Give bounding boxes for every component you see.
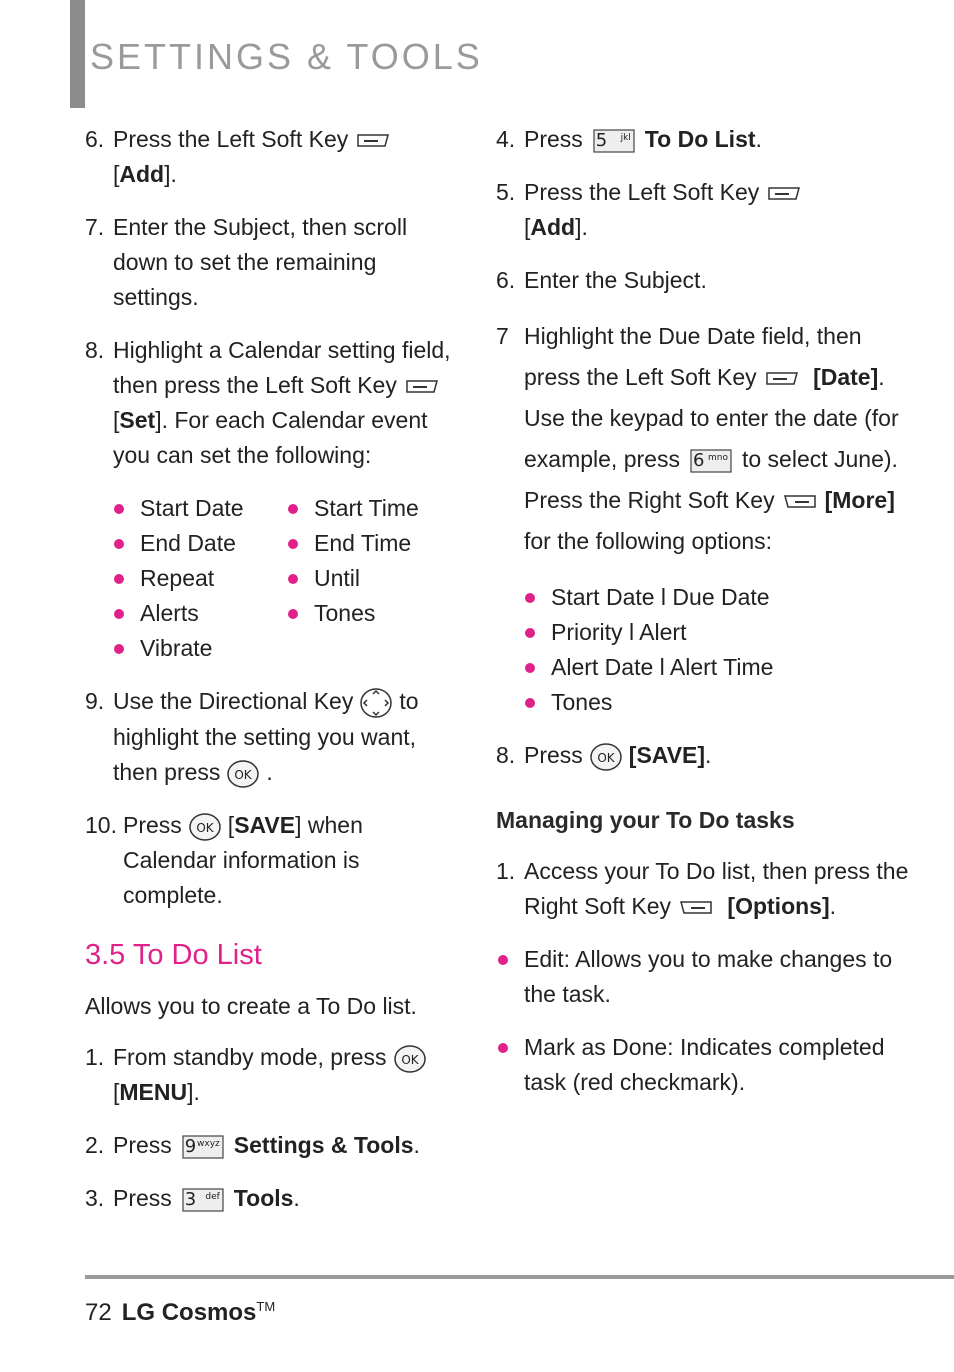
list-item: Priority l Alert <box>523 615 916 650</box>
step-4-right: 4. Press 5 jkl To Do List. <box>496 126 762 152</box>
list-item: Start Date <box>112 491 286 526</box>
ok-key-icon <box>393 1044 427 1074</box>
svg-text:OK: OK <box>196 820 214 835</box>
list-item: Tones <box>523 685 916 720</box>
footer <box>85 1290 275 1330</box>
svg-text:OK: OK <box>234 767 253 782</box>
left-soft-key-icon <box>405 378 439 395</box>
header-bar <box>70 0 85 108</box>
list-item: Until <box>286 561 460 596</box>
todo-options-list <box>523 580 916 720</box>
todo-step-1: 1. From standby mode, press OK [MENU]. <box>85 1040 460 1110</box>
subsection-heading: Managing your To Do tasks <box>496 807 795 833</box>
list-item: Repeat <box>112 561 286 596</box>
step-6-right: 6. Enter the Subject. <box>496 267 707 293</box>
footer-rule <box>85 1275 954 1279</box>
section-intro: Allows you to create a To Do list. <box>85 992 417 1019</box>
task-actions-list <box>496 942 916 1100</box>
step-5-right: 5. Press the Left Soft Key [Add]. <box>496 175 916 245</box>
list-item: Edit: Allows you to make changes to the task. <box>496 942 916 1012</box>
ok-key-icon <box>188 812 222 842</box>
left-soft-key-icon <box>767 185 801 202</box>
list-item: Start Time <box>286 491 460 526</box>
step-8-left: 8. Highlight a Calendar setting field, then press the Left Soft Key [Set]. For each Calendar event you can set the following: <box>85 337 451 468</box>
bullet-list-b <box>286 491 460 666</box>
step-6-left: 6. Press the Left Soft Key [Add]. <box>85 122 460 192</box>
list-item: Tones <box>286 596 460 631</box>
page-number: 72 <box>85 1299 112 1326</box>
keypad-5-icon: 5 jkl <box>593 129 635 153</box>
directional-key-icon <box>359 686 393 720</box>
right-soft-key-icon <box>679 899 713 916</box>
calendar-settings-list <box>112 491 460 666</box>
todo-step-2: 2. Press 9 wxyz Settings & Tools. <box>85 1131 420 1158</box>
list-item: Alert Date l Alert Time <box>523 650 916 685</box>
section-title: 3.5 To Do List <box>85 938 262 971</box>
left-soft-key-icon <box>765 370 799 387</box>
bullet-list-a <box>112 491 286 666</box>
keypad-6-icon: 6 mno <box>690 449 732 473</box>
step-7-left: 7. Enter the Subject, then scroll down to set the remaining settings. <box>85 214 408 310</box>
keypad-9-icon: 9 wxyz <box>182 1135 224 1159</box>
list-item: Alerts <box>112 596 286 631</box>
list-item: Mark as Done: Indicates completed task (red checkmark). <box>496 1030 916 1100</box>
right-soft-key-icon <box>783 493 817 510</box>
page-title: SETTINGS & TOOLS <box>90 36 483 77</box>
manage-step-1: 1. Access your To Do list, then press the Right Soft Key [Options]. <box>496 858 909 919</box>
right-column <box>496 122 916 1118</box>
left-column <box>85 122 460 1234</box>
ok-key-icon <box>589 742 623 772</box>
todo-step-3: 3. Press 3 def Tools. <box>85 1184 300 1211</box>
step-8-right: 8. Press OK [SAVE]. <box>496 738 916 773</box>
svg-text:OK: OK <box>400 1052 419 1067</box>
step-10-left: 10. Press OK [SAVE] when Calendar information is complete. <box>85 811 363 908</box>
list-item: Vibrate <box>112 631 286 666</box>
step-7-right: 7 Highlight the Due Date field, then press the Left Soft Key [Date]. Use the keypad to enter the date (for example, press 6 mno to select June). Press the Right Soft Key [More] for the following options: <box>496 323 899 554</box>
list-item: End Time <box>286 526 460 561</box>
step-9-left: 9. Use the Directional Key to highlight the setting you want, then press OK . <box>85 684 460 790</box>
svg-text:OK: OK <box>597 750 615 765</box>
left-soft-key-icon <box>356 132 390 149</box>
brand-name: LG Cosmos™ <box>121 1299 276 1326</box>
keypad-3-icon: 3 def <box>182 1188 224 1212</box>
list-item: Start Date l Due Date <box>523 580 916 615</box>
ok-key-icon <box>226 759 260 789</box>
list-item: End Date <box>112 526 286 561</box>
